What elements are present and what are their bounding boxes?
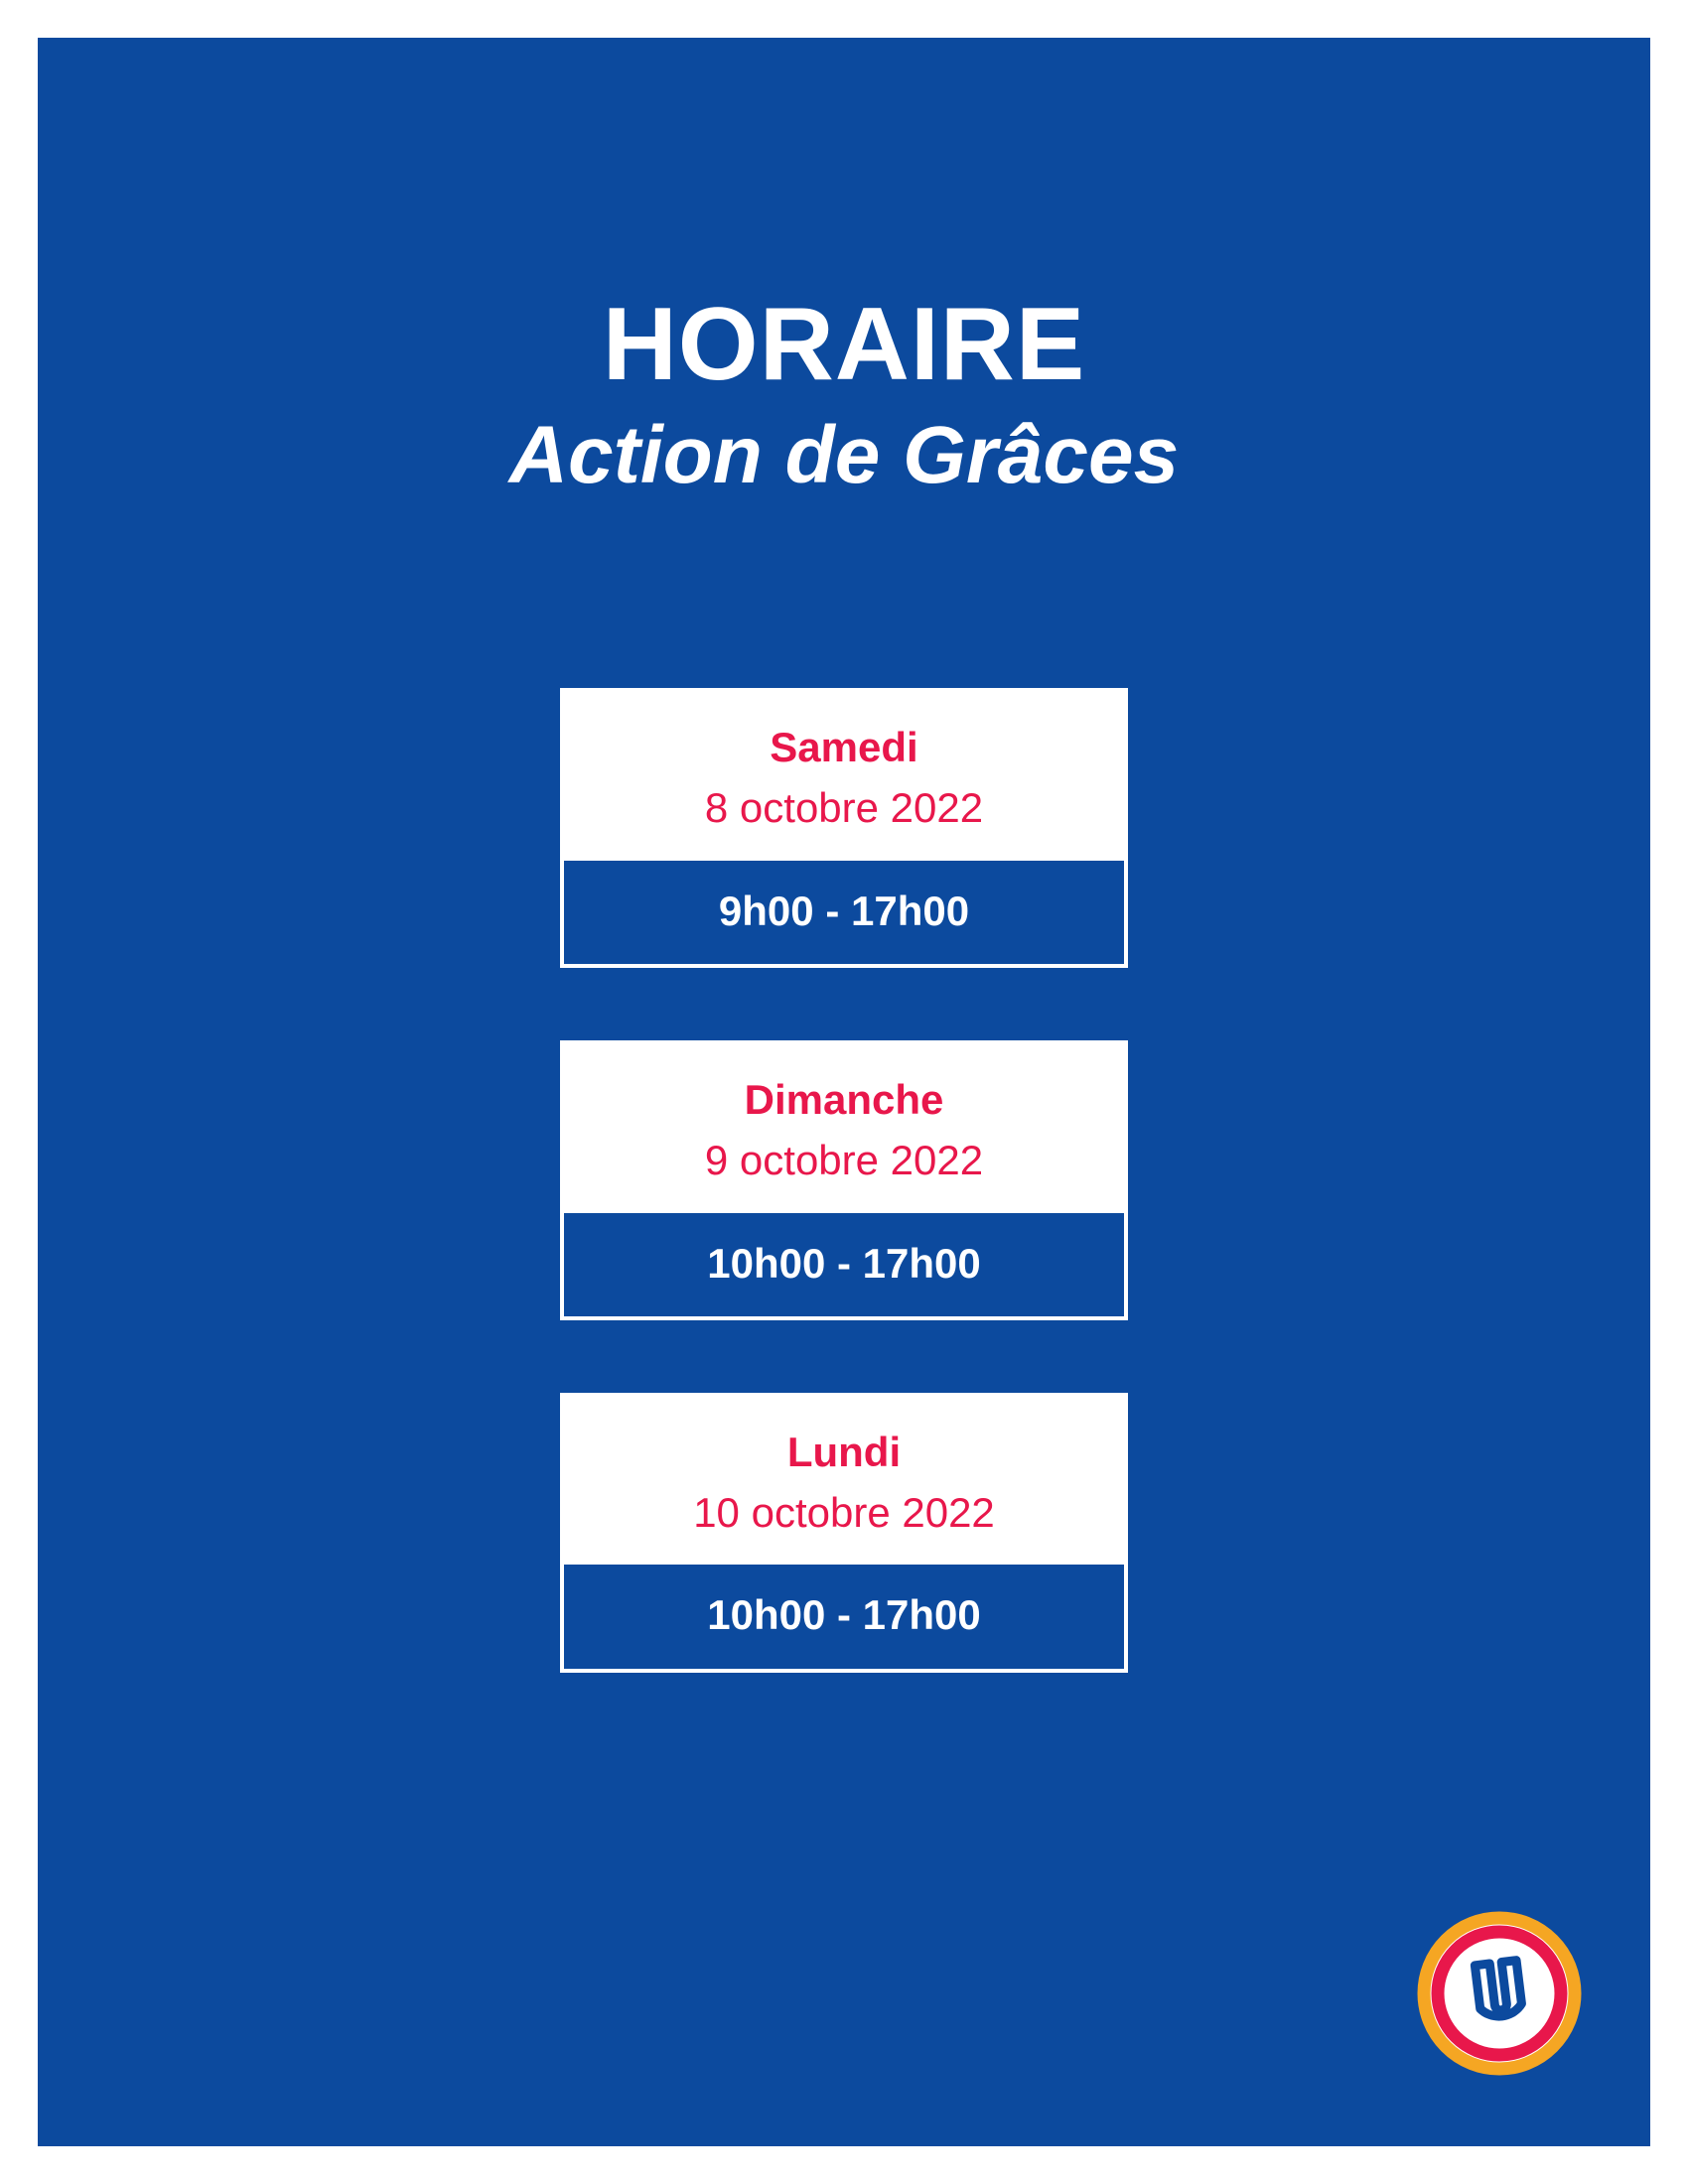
schedule-hours-label: 9h00 - 17h00 (718, 887, 970, 934)
schedule-day-label: Lundi (786, 1428, 902, 1475)
schedule-hours-band (564, 1565, 1124, 1668)
schedule-date-label: 8 octobre 2022 (704, 784, 984, 832)
schedule-hours-band (564, 861, 1124, 964)
schedule-card-monday (560, 1393, 1128, 1673)
poster-canvas (38, 38, 1650, 2146)
page-subtitle: Action de Grâces (508, 410, 1180, 501)
schedule-card-header (564, 1044, 1124, 1213)
schedule-date-label: 9 octobre 2022 (704, 1137, 984, 1184)
schedule-card-saturday (560, 688, 1128, 968)
poster-title-block (38, 287, 1650, 502)
schedule-hours-label: 10h00 - 17h00 (707, 1239, 981, 1287)
schedule-hours-label: 10h00 - 17h00 (707, 1591, 981, 1639)
schedule-day-label: Samedi (770, 724, 918, 770)
schedule-date-label: 10 octobre 2022 (693, 1488, 995, 1536)
schedule-card-sunday (560, 1040, 1128, 1320)
schedule-card-header (564, 692, 1124, 861)
university-logo (1416, 1910, 1583, 2077)
schedule-list (38, 688, 1650, 1673)
page-title: HORAIRE (602, 287, 1086, 402)
schedule-hours-band (564, 1213, 1124, 1316)
schedule-day-label: Dimanche (744, 1075, 944, 1123)
schedule-card-header (564, 1397, 1124, 1566)
